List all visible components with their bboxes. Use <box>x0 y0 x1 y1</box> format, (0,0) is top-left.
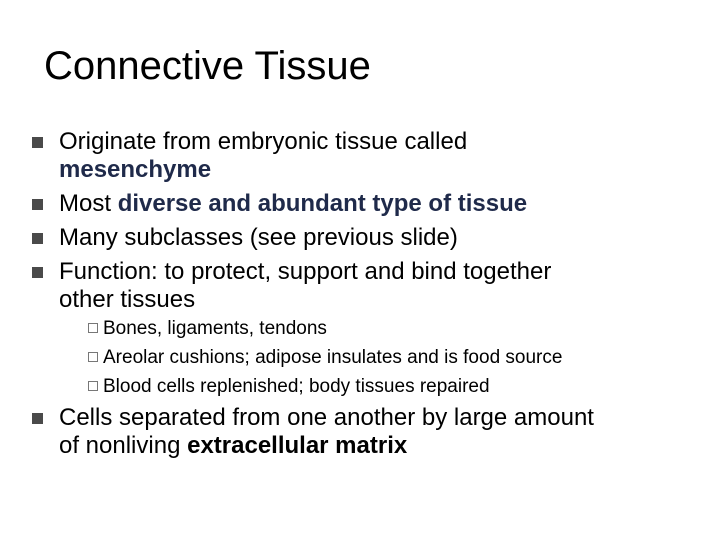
square-bullet-icon <box>32 267 43 278</box>
square-bullet-icon <box>32 413 43 424</box>
bullet-text-bold: diverse and abundant type of tissue <box>117 190 528 217</box>
bullet-text: Many subclasses (see previous slide) <box>59 224 458 251</box>
bullet-text <box>59 190 527 218</box>
bullet-text-prefix: Most <box>59 190 118 217</box>
bullet-text <box>59 404 594 460</box>
hollow-square-bullet-icon <box>88 352 98 362</box>
bullet-text <box>59 128 467 184</box>
sub-bullet-text: Blood cells replenished; body tissues repaired <box>103 376 490 397</box>
bullet-text-bold: extracellular matrix <box>187 432 408 459</box>
bullet-text-line: Cells separated from one another by large amount <box>59 404 594 431</box>
bullet-text-prefix: of nonliving <box>59 432 188 459</box>
square-bullet-icon <box>32 233 43 244</box>
square-bullet-icon <box>32 199 43 210</box>
sub-bullet-text: Areolar cushions; adipose insulates and is food source <box>103 347 563 368</box>
hollow-square-bullet-icon <box>88 381 98 391</box>
bullet-text-line: Function: to protect, support and bind together <box>59 258 552 285</box>
bullet-text-line: other tissues <box>59 286 196 313</box>
bullet-text-line: Originate from embryonic tissue called <box>59 128 468 155</box>
bullet-text <box>59 258 551 314</box>
slide-title: Connective Tissue <box>44 44 371 88</box>
hollow-square-bullet-icon <box>88 323 98 333</box>
square-bullet-icon <box>32 137 43 148</box>
bullet-text-bold: mesenchyme <box>59 156 212 183</box>
sub-bullet-text: Bones, ligaments, tendons <box>103 318 327 339</box>
